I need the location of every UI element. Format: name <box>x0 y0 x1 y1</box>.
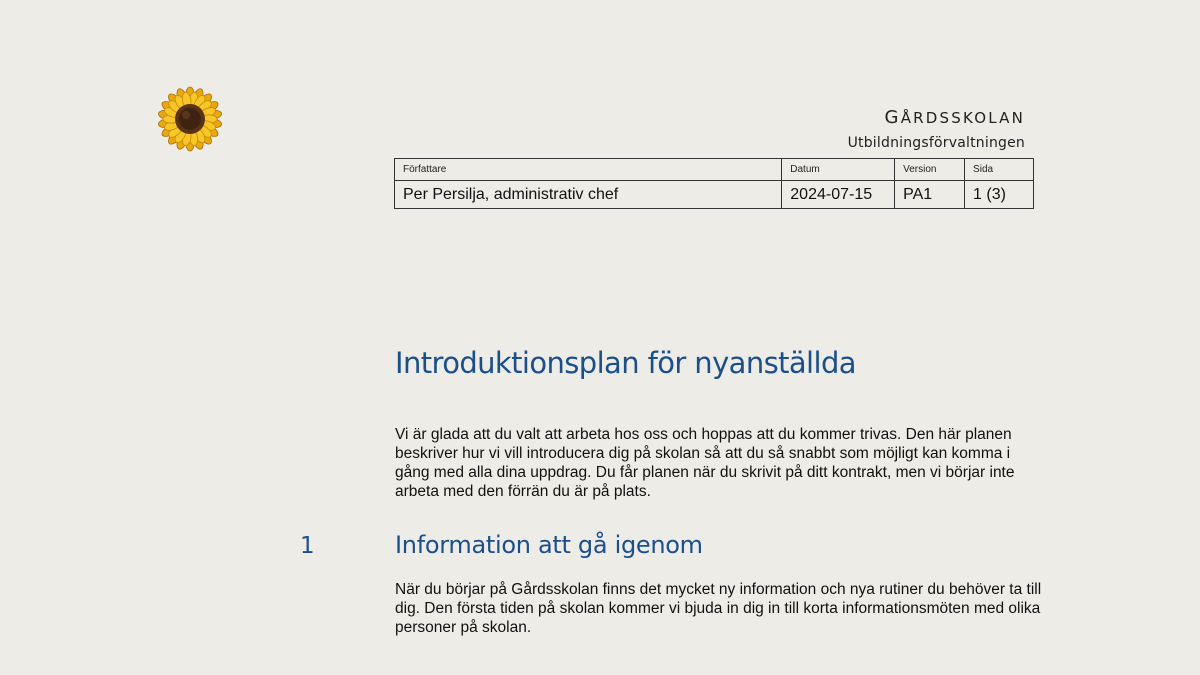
organization-header <box>848 108 1025 154</box>
author-value: Per Persilja, administrativ chef <box>395 181 782 209</box>
section-paragraph: När du börjar på Gårdsskolan finns det mycket ny information och nya rutiner du behöver ta till dig. Den första tiden på skolan kommer vi bjuda in dig in till korta informationsmöten med olika personer på skolan. <box>395 581 1042 636</box>
organization-name: GÅRDSSKOLAN <box>884 107 1025 128</box>
version-value: PA1 <box>895 181 965 209</box>
date-header: Datum <box>782 159 895 181</box>
section-title: Information att gå igenom <box>395 531 703 559</box>
meta-value-row <box>395 181 1034 209</box>
section-number: 1 <box>300 533 315 559</box>
document-meta-table <box>394 158 1034 209</box>
sunflower-icon <box>155 84 225 154</box>
meta-header-row <box>395 159 1034 181</box>
date-value: 2024-07-15 <box>782 181 895 209</box>
author-header: Författare <box>395 159 782 181</box>
page-header: Sida <box>965 159 1034 181</box>
intro-paragraph: Vi är glada att du valt att arbeta hos oss och hoppas att du kommer trivas. Den här planen beskriver hur vi vill introducera dig på skolan så att du så snabbt som möjligt kan komma i gång med alla dina uppdrag. Du får planen när du skrivit på ditt kontrakt, men vi börjar inte arbeta med den förrän du är på plats. <box>395 426 1015 500</box>
version-header: Version <box>895 159 965 181</box>
organization-department: Utbildningsförvaltningen <box>847 135 1025 151</box>
document-title: Introduktionsplan för nyanställda <box>395 346 856 380</box>
page-value: 1 (3) <box>965 181 1034 209</box>
